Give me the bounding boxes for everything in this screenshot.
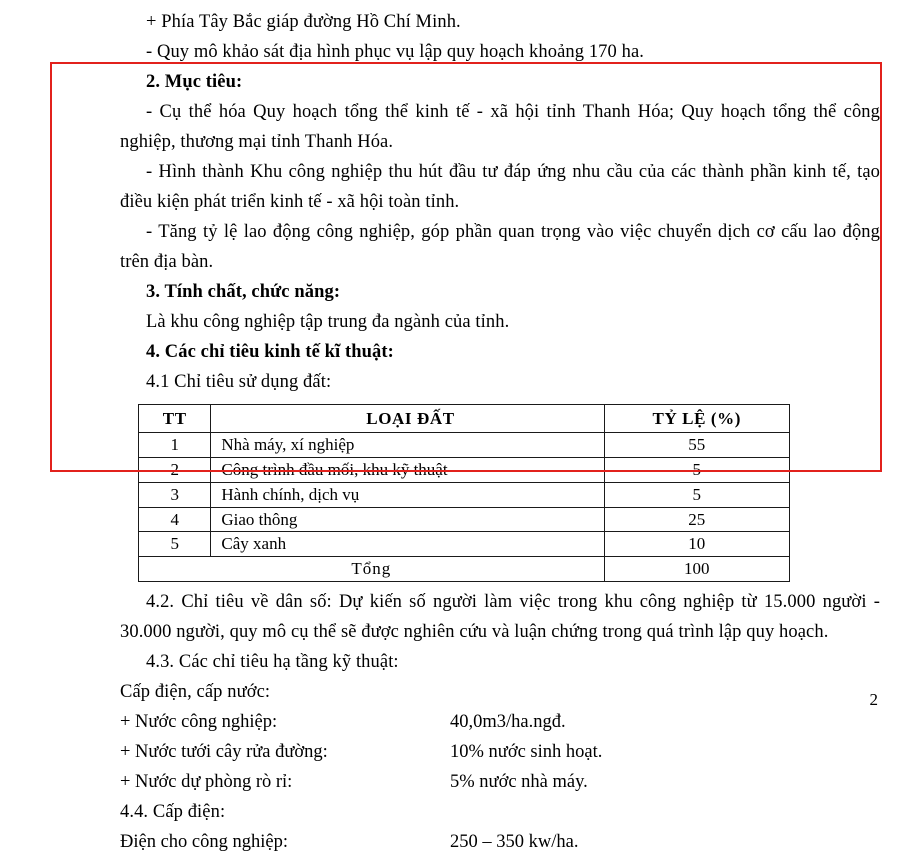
cell-rate: 5 xyxy=(604,482,789,507)
cell-tt: 5 xyxy=(139,532,211,557)
table-row xyxy=(139,532,790,557)
cell-rate: 10 xyxy=(604,532,789,557)
heading-section-4: 4. Các chỉ tiêu kinh tế kĩ thuật: xyxy=(146,341,394,362)
header-loai-dat: LOẠI ĐẤT xyxy=(211,404,604,433)
cell-name: Cây xanh xyxy=(211,532,604,557)
document-body xyxy=(120,8,880,858)
header-ty-le: TỶ LỆ (%) xyxy=(604,404,789,433)
spec-value: 40,0m3/ha.ngđ. xyxy=(450,711,566,732)
section-4-1-label: 4.1 Chỉ tiêu sử dụng đất: xyxy=(146,371,332,392)
utility-spec-list xyxy=(120,708,880,798)
spec-value: 10% nước sinh hoạt. xyxy=(450,741,603,762)
table-body xyxy=(139,433,790,582)
table-row xyxy=(139,482,790,507)
cell-total-label: Tổng xyxy=(139,557,605,582)
table-row xyxy=(139,507,790,532)
land-use-table xyxy=(138,404,790,582)
spec-key: + Nước công nghiệp: xyxy=(120,711,278,732)
heading-section-3: 3. Tính chất, chức năng: xyxy=(146,281,341,302)
section-4-4-label: 4.4. Cấp điện: xyxy=(120,801,226,822)
utility-spec-row xyxy=(120,768,880,798)
table-header-row xyxy=(139,404,790,433)
cell-rate: 25 xyxy=(604,507,789,532)
table-row xyxy=(139,458,790,483)
cell-tt: 1 xyxy=(139,433,211,458)
spec-key: + Nước dự phòng rò rỉ: xyxy=(120,771,293,792)
heading-section-2: 2. Mục tiêu: xyxy=(146,71,243,92)
paragraph-tay-bac: + Phía Tây Bắc giáp đường Hồ Chí Minh. xyxy=(146,12,461,32)
land-use-table-wrapper xyxy=(138,404,790,582)
utility-spec-row xyxy=(120,708,880,738)
cell-name: Nhà máy, xí nghiệp xyxy=(211,433,604,458)
cell-tt: 2 xyxy=(139,458,211,483)
power-spec-row xyxy=(120,828,880,858)
header-tt: TT xyxy=(139,404,211,433)
section-2-item-1: - Cụ thể hóa Quy hoạch tổng thể kinh tế - xã hội tỉnh Thanh Hóa; Quy hoạch tổng thể công nghiệp, thương mại tỉnh Thanh Hóa. xyxy=(120,101,880,152)
cell-tt: 3 xyxy=(139,482,211,507)
power-spec-list xyxy=(120,828,880,858)
table-head xyxy=(139,404,790,433)
section-4-2-text: 4.2. Chỉ tiêu về dân số: Dự kiến số người làm việc trong khu công nghiệp từ 15.000 người - 30.000 người, quy mô cụ thể sẽ được nghiên cứu và luận chứng trong quá trình lập quy hoạch. xyxy=(120,591,880,642)
paragraph-quy-mo: - Quy mô khảo sát địa hình phục vụ lập quy hoạch khoảng 170 ha. xyxy=(146,41,644,62)
section-4-3-label: 4.3. Các chỉ tiêu hạ tầng kỹ thuật: xyxy=(146,651,399,672)
page-number: 2 xyxy=(869,690,878,709)
cell-name: Công trình đầu mối, khu kỹ thuật xyxy=(211,458,604,483)
section-2-item-2: - Hình thành Khu công nghiệp thu hút đầu tư đáp ứng nhu cầu của các thành phần kinh tế, tạo điều kiện phát triển kinh tế - xã hội toàn tỉnh. xyxy=(120,161,880,212)
section-4-3-lead: Cấp điện, cấp nước: xyxy=(120,681,271,702)
cell-name: Giao thông xyxy=(211,507,604,532)
cell-tt: 4 xyxy=(139,507,211,532)
section-3-text: Là khu công nghiệp tập trung đa ngành của tỉnh. xyxy=(146,311,510,332)
cell-rate: 5 xyxy=(604,458,789,483)
cell-rate: 55 xyxy=(604,433,789,458)
table-total-row xyxy=(139,557,790,582)
spec-value: 250 – 350 kw/ha. xyxy=(450,831,579,852)
spec-key: + Nước tưới cây rửa đường: xyxy=(120,741,328,762)
cell-name: Hành chính, dịch vụ xyxy=(211,482,604,507)
section-2-item-3: - Tăng tỷ lệ lao động công nghiệp, góp phần quan trọng vào việc chuyển dịch cơ cấu lao động trên địa bàn. xyxy=(120,221,880,272)
spec-value: 5% nước nhà máy. xyxy=(450,771,588,792)
utility-spec-row xyxy=(120,738,880,768)
spec-key: Điện cho công nghiệp: xyxy=(120,831,288,852)
table-row xyxy=(139,433,790,458)
cell-total-value: 100 xyxy=(604,557,789,582)
